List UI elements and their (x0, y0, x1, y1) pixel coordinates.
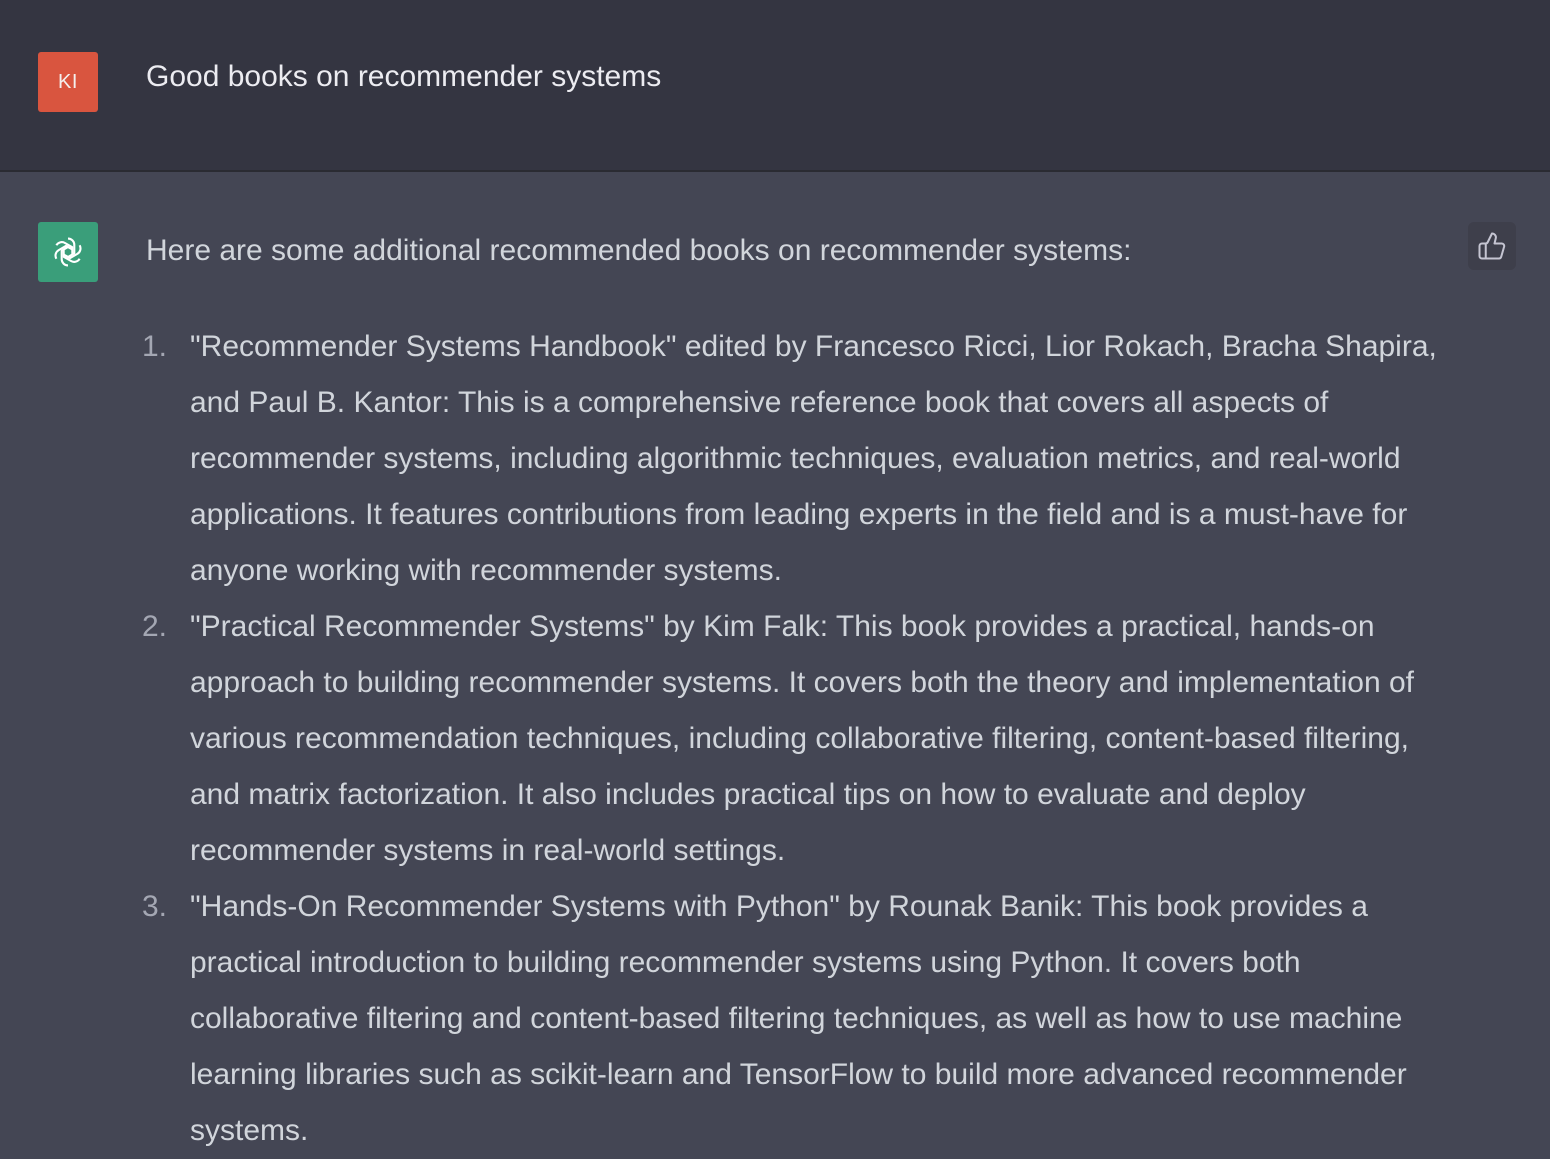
assistant-message-row (0, 172, 1550, 1158)
thumbs-up-icon (1477, 231, 1507, 261)
list-item-number: 3. (142, 890, 168, 923)
list-item (142, 599, 1460, 879)
user-avatar: KI (38, 52, 98, 112)
list-item (142, 319, 1460, 599)
list-item-text: "Recommender Systems Handbook" edited by Francesco Ricci, Lior Rokach, Bracha Shapira, and Paul B. Kantor: This is a comprehensive reference book that covers all aspects of recommender systems, including algorithmic techniques, evaluation metrics, and real-world applications. It features contributions from leading experts in the field and is a must-have for anyone working with recommender systems. (190, 330, 1437, 587)
list-item-number: 1. (142, 330, 168, 363)
list-item (142, 879, 1460, 1159)
thumbs-up-button[interactable] (1468, 222, 1516, 270)
assistant-avatar (38, 222, 98, 282)
user-message-text: Good books on recommender systems (146, 60, 662, 93)
book-list (142, 319, 1460, 1159)
list-item-text: "Hands-On Recommender Systems with Python" by Rounak Banik: This book provides a practical introduction to building recommender systems using Python. It covers both collaborative filtering and content-based filtering techniques, as well as how to use machine learning libraries such as scikit-learn and TensorFlow to build more advanced recommender systems. (190, 890, 1407, 1147)
list-item-number: 2. (142, 610, 168, 643)
openai-logo-icon (47, 231, 89, 273)
assistant-intro-text: Here are some additional recommended books on recommender systems: (146, 234, 1132, 267)
user-message-row (0, 0, 1550, 172)
list-item-text: "Practical Recommender Systems" by Kim Falk: This book provides a practical, hands-on approach to building recommender systems. It covers both the theory and implementation of various recommendation techniques, including collaborative filtering, content-based filtering, and matrix factorization. It also includes practical tips on how to evaluate and deploy recommender systems in real-world settings. (190, 610, 1414, 867)
